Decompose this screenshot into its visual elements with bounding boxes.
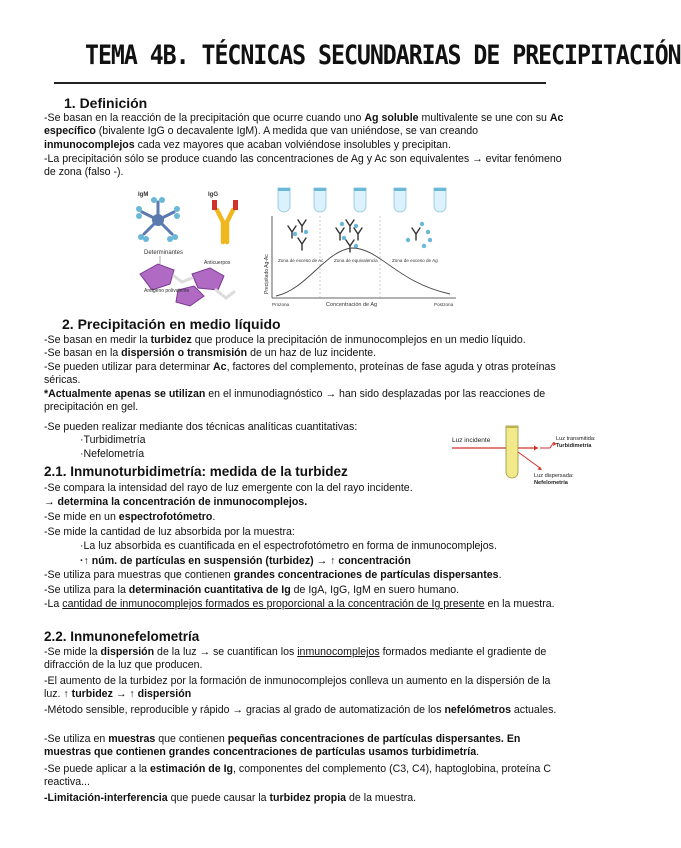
svg-text:Zona de equivalencia: Zona de equivalencia — [334, 258, 378, 263]
s2-paragraph-4: *Actualmente apenas se utilizan en el inmunodiagnóstico → han sido desplazadas por las reacciones de precipitación en gel. — [44, 388, 546, 414]
s22-paragraph-2: -El aumento de la turbidez por la formación de inmunocomplejos conlleva un aumento en la dispersión de la luz. ↑ turbidez → ↑ dispersión — [44, 675, 551, 701]
s2-paragraph-3: -Se pueden utilizar para determinar Ac, factores del complemento, proteínas de fase aguda y otras proteínas séricas. — [44, 361, 556, 387]
svg-text:Zona de exceso de Ag: Zona de exceso de Ag — [392, 258, 438, 263]
section-2-1-heading: 2.1. Inmunoturbidimetría: medida de la turbidez — [44, 464, 348, 479]
svg-text:Luz dispersada:: Luz dispersada: — [534, 473, 574, 479]
svg-text:Precipitado Ag-Ac: Precipitado Ag-Ac — [264, 254, 270, 294]
s21-paragraph-7: -La cantidad de inmunocomplejos formados es proporcional a la concentración de Ig presente en la muestra. — [44, 598, 555, 610]
igm-molecule-icon — [136, 192, 180, 242]
s1-paragraph-2: -La precipitación sólo se produce cuando las concentraciones de Ag y Ac son equivalentes → evitar fenómeno de zona (falso -). — [44, 153, 562, 179]
s22-paragraph-3: -Método sensible, reproducible y rápido → gracias al grado de automatización de los nefelómetros actuales. — [44, 704, 557, 716]
svg-text:Nefelometría: Nefelometría — [534, 480, 568, 486]
s2-item-nefelometria: ·Nefelometría — [80, 448, 145, 460]
s21-paragraph-2: → determina la concentración de inmunocomplejos. — [44, 496, 308, 508]
section-2-heading: 2. Precipitación en medio líquido — [62, 316, 281, 332]
antigen-lattice-icon — [140, 260, 234, 306]
label-determinantes: Determinantes — [144, 250, 184, 256]
page-title: TEMA 4B. TÉCNICAS SECUNDARIAS DE PRECIPITACIÓN — [85, 40, 681, 71]
svg-text:Luz incidente: Luz incidente — [452, 437, 491, 444]
svg-text:Zona de exceso de Ac: Zona de exceso de Ac — [278, 258, 324, 263]
precipitation-figure — [130, 186, 460, 308]
svg-text:Prozona: Prozona — [272, 302, 290, 307]
s21-paragraph-1: -Se compara la intensidad del rayo de luz emergente con la del rayo incidente. — [44, 482, 413, 494]
s21-paragraph-6: -Se utiliza para la determinación cuantitativa de Ig de IgA, IgG, IgM en suero humano. — [44, 584, 460, 596]
s2-item-turbidimetria: ·Turbidimetría — [80, 434, 146, 446]
section-2-2-heading: 2.2. Inmunonefelometría — [44, 629, 200, 644]
svg-text:Postzona: Postzona — [434, 302, 454, 307]
light-scatter-figure — [446, 420, 600, 486]
s22-paragraph-5: -Se puede aplicar a la estimación de Ig, componentes del complemento (C3, C4), haptoglobina, proteína C reactiva... — [44, 763, 552, 789]
svg-text:IgG: IgG — [208, 192, 218, 198]
s21-paragraph-3: -Se mide en un espectrofotómetro. — [44, 511, 216, 523]
s22-paragraph-4: -Se utiliza en muestras que contienen pequeñas concentraciones de partículas dispersantes. En muestras que contienen grandes concentraciones de partículas usamos turbidimetría. — [44, 733, 521, 759]
svg-text:IgM: IgM — [138, 192, 149, 198]
immunocomplex-icons — [288, 220, 420, 252]
s22-paragraph-1: -Se mide la dispersión de la luz → se cuantifican los inmunocomplejos formados mediante el gradiente de difracción de la luz que producen. — [44, 646, 547, 672]
svg-text:Anticuerpos: Anticuerpos — [204, 260, 231, 266]
test-tubes — [278, 188, 446, 212]
s22-paragraph-6: -Limitación-interferencia que puede causar la turbidez propia de la muestra. — [44, 792, 417, 804]
svg-text:Antígeno polivalente: Antígeno polivalente — [144, 288, 190, 294]
s21-paragraph-4: -Se mide la cantidad de luz absorbida por la muestra: — [44, 526, 295, 538]
igg-molecule-icon — [208, 192, 238, 242]
s2-paragraph-5: -Se pueden realizar mediante dos técnicas analíticas cuantitativas: — [44, 421, 358, 433]
test-tube-icon — [506, 426, 518, 478]
s21-item-2: ·↑ núm. de partículas en suspensión (turbidez) → ↑ concentración — [80, 555, 411, 567]
s2-paragraph-1: -Se basan en medir la turbidez que produce la precipitación de inmunocomplejos en un medio líquido. — [44, 334, 526, 346]
s21-item-1: ·La luz absorbida es cuantificada en el espectrofotómetro en forma de inmunocomplejos. — [80, 540, 497, 552]
title-underline — [54, 82, 546, 84]
svg-text:Turbidimetría: Turbidimetría — [556, 443, 592, 449]
svg-text:Luz transmitida:: Luz transmitida: — [556, 436, 596, 442]
s1-paragraph-1: -Se basan en la reacción de la precipitación que ocurre cuando uno Ag soluble multivalente se une con su Ac específico (bivalente IgG o decavalente IgM). A medida que van uniéndose, se van creando inmunocomplejos cada vez mayores que acaban volviéndose insolubles y precipitan. — [44, 112, 564, 151]
section-1-heading: 1. Definición — [64, 95, 148, 111]
s21-paragraph-5: -Se utiliza para muestras que contienen grandes concentraciones de partículas dispersantes. — [44, 569, 502, 581]
svg-text:Concentración de Ag: Concentración de Ag — [326, 302, 378, 308]
s2-paragraph-2: -Se basan en la dispersión o transmisión de un haz de luz incidente. — [44, 347, 377, 359]
